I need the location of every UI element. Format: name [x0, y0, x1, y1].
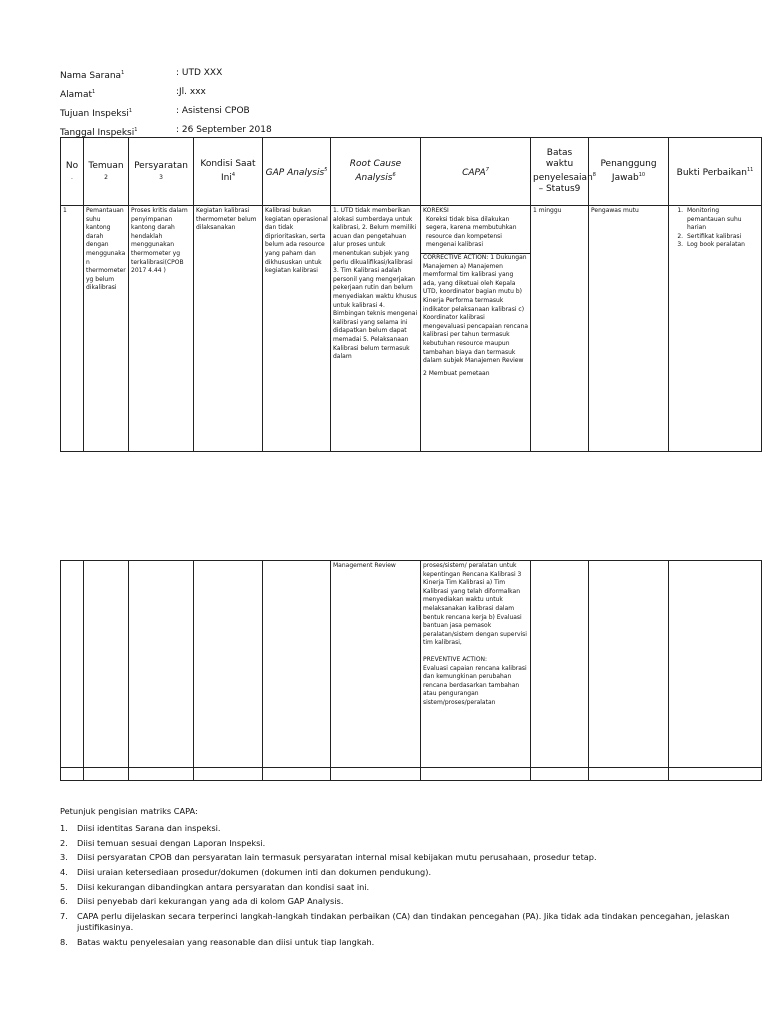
col-header-batas-waktu: Batas waktu penyelesaian$^8$ – Status9 [531, 138, 589, 206]
list-item: 3. Diisi persyaratan CPOB dan persyaratan lain termasuk persyaratan internal misal kebijakan mutu perusahaan, prosedur tetap. [60, 852, 597, 863]
col-header-capa: CAPA$^7$ [421, 138, 531, 206]
list-item: 2. Diisi temuan sesuai dengan Laporan Inspeksi. [60, 837, 266, 848]
cell-kondisi: Kegiatan kalibrasi thermometer belum dilaksanakan [194, 206, 263, 452]
cell-no: 1 [61, 206, 84, 452]
list-item: 3. Log book peralatan [685, 241, 759, 250]
capa-koreksi-title: KOREKSI [423, 207, 449, 214]
instructions [60, 806, 760, 951]
header-row-nama-sarana [60, 65, 272, 84]
header-value: : Asistensi CPOB [176, 106, 250, 116]
cell-gap: Kalibrasi bukan kegiatan operasional dan tidak diprioritaskan, serta belum ada resource yang paham dan dikhususkan untuk kegiatan kalibrasi [263, 206, 331, 452]
header-row-tujuan [60, 103, 272, 122]
table-row [61, 561, 762, 768]
cell-persyaratan: Proses kritis dalam penyimpanan kantong darah hendaklah menggunakan thermometer yg terkalibrasi(CPOB 2017 4.44 ) [129, 206, 194, 452]
table-row [61, 768, 762, 781]
cell-root-cause: Management Review [331, 561, 421, 768]
footnote-ref: 1 [134, 127, 138, 133]
col-header-temuan: Temuan 2 [84, 138, 129, 206]
list-item: 1. Monitoring pemantauan suhu harian [685, 207, 759, 233]
list-item: 1. Diisi identitas Sarana dan inspeksi. [60, 823, 221, 834]
list-item: 2. Sertifikat kalibrasi [685, 233, 759, 242]
capa-table-continued [60, 560, 762, 781]
capa-continued-text: proses/sistem/ peralatan untuk kepentingan Rencana Kalibrasi 3 Kinerja Tim Kalibrasi a) Tim Kalibrasi yang telah diformalkan menyediakan waktu untuk melaksanakan kalibrasi dalam bentuk rencana kerja b) Evaluasi bantuan jasa pemasok peralatan/sistem dengan supervisi tim kalibrasi, [423, 562, 527, 647]
cell-capa [421, 206, 531, 452]
cell-temuan: Pemantauan suhu kantong darah dengan menggunakan thermometer yg belum dikalibrasi [84, 206, 129, 452]
header-label: Nama Sarana [60, 71, 122, 81]
instructions-title: Petunjuk pengisian matriks CAPA: [60, 806, 198, 816]
header-value: : UTD XXX [176, 68, 223, 78]
cell-penanggung-jawab: Pengawas mutu [589, 206, 669, 452]
header-row-alamat [60, 84, 272, 103]
inspection-header [60, 65, 272, 141]
cell-bukti [669, 206, 762, 452]
capa-preventive-text: Evaluasi capaian rencana kalibrasi dan kemungkinan perubahan rencana berdasarkan tambahan atau pengurangan sistem/proses/peralatan [423, 664, 527, 706]
col-header-penanggung-jawab: Penanggung Jawab$^{10}$ [589, 138, 669, 206]
header-value: :Jl. xxx [176, 87, 206, 97]
cell-batas-waktu: 1 minggu [531, 206, 589, 452]
footnote-ref: 1 [91, 89, 96, 95]
capa-koreksi-text: Koreksi tidak bisa dilakukan segera, karena membutuhkan resource dan kompetensi mengenai kalibrasi [426, 215, 517, 249]
cell-capa [421, 561, 531, 768]
header-label: Tanggal Inspeksi [60, 128, 135, 138]
col-header-no: No . [61, 138, 84, 206]
col-header-bukti: Bukti Perbaikan$^{11}$ [669, 138, 762, 206]
list-item: 7. CAPA perlu dijelaskan secara terperinci langkah-langkah tindakan perbaikan (CA) dan tindakan pencegahan (PA). Jika tidak ada tindakan pencegahan, jelaskan justifikasinya. [60, 910, 730, 932]
bukti-list [671, 207, 759, 250]
capa-preventive-title: PREVENTIVE ACTION: [423, 655, 488, 663]
col-header-persyaratan: Persyaratan 3 [129, 138, 194, 206]
col-header-kondisi: Kondisi Saat Ini$^4$ [194, 138, 263, 206]
header-label: Tujuan Inspeksi [60, 109, 129, 119]
footnote-ref: 1 [128, 108, 133, 114]
header-label: Alamat [60, 90, 92, 100]
list-item: 4. Diisi uraian ketersediaan prosedur/dokumen (dokumen inti dan dokumen pendukung). [60, 866, 432, 877]
header-value: : 26 September 2018 [176, 125, 272, 135]
col-header-root-cause: Root Cause Analysis$^6$ [331, 138, 421, 206]
table-row [61, 206, 762, 452]
list-item: 5. Diisi kekurangan dibandingkan antara persyaratan dan kondisi saat ini. [60, 881, 370, 892]
capa-step-2: 2 Membuat pemetaan [423, 369, 490, 377]
capa-table [60, 137, 762, 452]
footnote-ref: 1 [121, 70, 125, 76]
cell-root-cause: 1. UTD tidak memberikan alokasi sumberdaya untuk kalibrasi, 2. Belum memiliki acuan dan pengetahuan alur proses untuk menentukan subjek yang perlu dikualifikasi/kalibrasi 3. Tim Kalibrasi adalah personil yang mengerjakan pekerjaan rutin dan belum menyediakan waktu khusus untuk kalibrasi 4. Bimbingan teknis mengenai kalibrasi yang selama ini didapatkan belum dapat memadai 5. Pelaksanaan Kalibrasi belum termasuk dalam [331, 206, 421, 452]
capa-corrective-action: CORRECTIVE ACTION: 1 Dukungan Manajemen a) Manajemen memformal tim kalibrasi yang ada, yang diketuai oleh Kepala UTD, koordinator bagian mutu b) Kinerja Performa termasuk indikator pelaksanaan kalibrasi c) Koordinator kalibrasi mengevaluasi pencapaian rencana kalibrasi per tahun termasuk kebutuhan resource maupun tambahan biaya dan termasuk dalam subjek Manajemen Review [423, 253, 529, 365]
list-item: 6. Diisi penyebab dari kekurangan yang ada di kolom GAP Analysis. [60, 896, 344, 907]
list-item: 8. Batas waktu penyelesaian yang reasonable dan diisi untuk tiap langkah. [60, 936, 375, 947]
col-header-gap: GAP Analysis$^5$ [263, 138, 331, 206]
